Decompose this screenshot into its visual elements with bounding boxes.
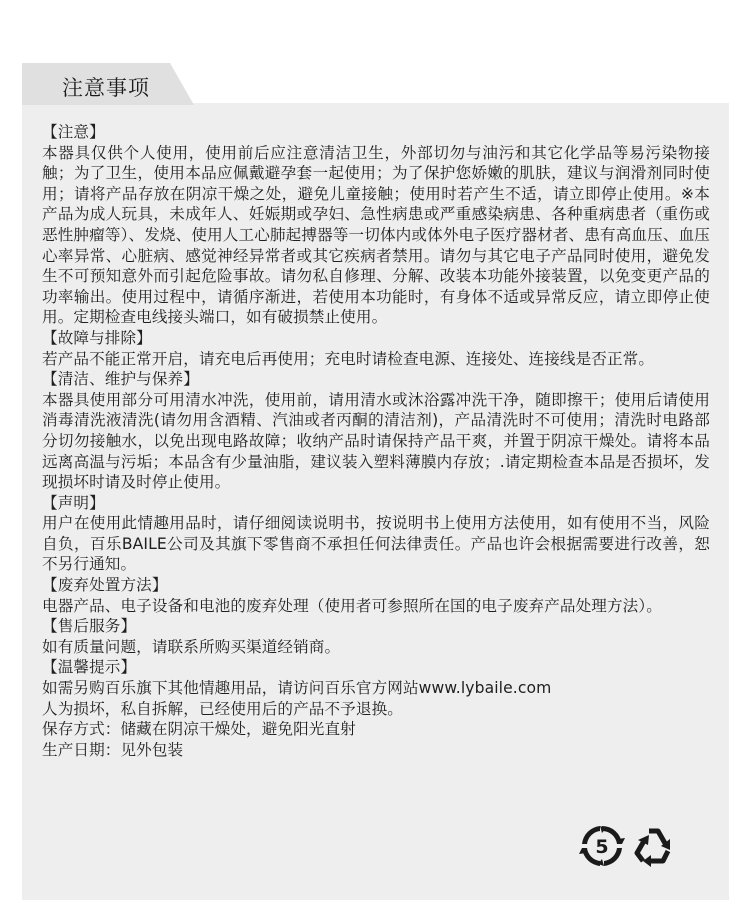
section-after-sales (42, 616, 710, 657)
section-statement (42, 493, 710, 575)
tip-line: 生产日期：见外包装 (42, 740, 184, 759)
section-text: 若产品不能正常开启，请充电后再使用；充电时请检查电源、连接处、连接线是否正常。 (42, 349, 655, 368)
recycle-triangle-icon (630, 823, 678, 869)
section-text: 用户在使用此情趣用品时，请仔细阅读说明书，按说明书上使用方法使用，如有使用不当，风险自负，百乐BAILE公司及其旗下零售商不承担任何法律责任。产品也许会根据需要进行改善，恕不另行通知。 (42, 514, 710, 574)
section-heading: 【废弃处置方法】 (42, 576, 168, 595)
tip-line: 人为损坏，私自拆解，已经使用后的产品不予退换。 (42, 699, 403, 718)
notice-content (42, 122, 710, 760)
section-heading: 【温馨提示】 (42, 658, 137, 677)
section-text: 本器具仅供个人使用，使用前后应注意清洁卫生，外部切勿与油污和其它化学品等易污染物接触；为了卫生，使用本品应佩戴避孕套一起使用；为了保护您娇嫩的肌肤，建议与润滑剂同时使用；请将产品存放在阴凉干燥之处，避免儿童接触；使用时若产生不适，请立即停止使用。※本产品为成人玩具，未成年人、妊娠期或孕妇、急性病患或严重感染病患、各种重病患者（重伤或恶性肿瘤等）、发烧、使用人工心肺起搏器等一切体内或体外电子医疗器材者、患有高血压、血压心率异常、心脏病、感觉神经异常者或其它疾病者禁用。请勿与其它电子产品同时使用，避免发生不可预知意外而引起危险事故。请勿私自修理、分解、改装本功能外接装置，以免变更产品的功率输出。使用过程中，请循序渐进，若使用本功能时，有身体不适或异常反应，请立即停止使用。定期检查电线接头端口，如有破损禁止使用。 (42, 143, 710, 327)
section-caution (42, 122, 710, 328)
section-cleaning (42, 369, 710, 493)
tip-line: 保存方式：储藏在阴凉干燥处，避免阳光直射 (42, 720, 356, 739)
compliance-icons (578, 823, 678, 869)
tip-line: 如需另购百乐旗下其他情趣用品，请访问百乐官方网站www.lybaile.com (42, 679, 552, 698)
section-heading: 【故障与排除】 (42, 328, 152, 347)
page-title: 注意事项 (62, 76, 150, 100)
section-heading: 【声明】 (42, 493, 105, 512)
section-heading: 【注意】 (42, 123, 105, 141)
section-heading: 【售后服务】 (42, 617, 137, 636)
env-protection-5-icon (578, 823, 626, 869)
badge-number: 5 (595, 836, 609, 858)
section-heading: 【清洁、维护与保养】 (42, 370, 199, 389)
section-disposal (42, 575, 710, 616)
section-text: 电器产品、电子设备和电池的废弃处理（使用者可参照所在国的电子废弃产品处理方法）。 (42, 596, 662, 615)
section-text: 如有质量问题，请联系所购买渠道经销商。 (42, 637, 341, 656)
section-tips (42, 657, 710, 760)
section-troubleshooting (42, 328, 710, 369)
section-text: 本器具使用部分可用清水冲洗，使用前，请用清水或沐浴露冲洗干净，随即擦干；使用后请使用消毒清洗液清洗(请勿用含酒精、汽油或者丙酮的清洁剂)，产品清洗时不可使用；清洗时电路部分切勿接触水，以免出现电路故障；收纳产品时请保持产品干爽，并置于阴凉干燥处。请将本品远离高温与污垢；本品含有少量油脂，建议装入塑料薄膜内存放；.请定期检查本品是否损坏，发现损坏时请及时停止使用。 (42, 390, 710, 492)
